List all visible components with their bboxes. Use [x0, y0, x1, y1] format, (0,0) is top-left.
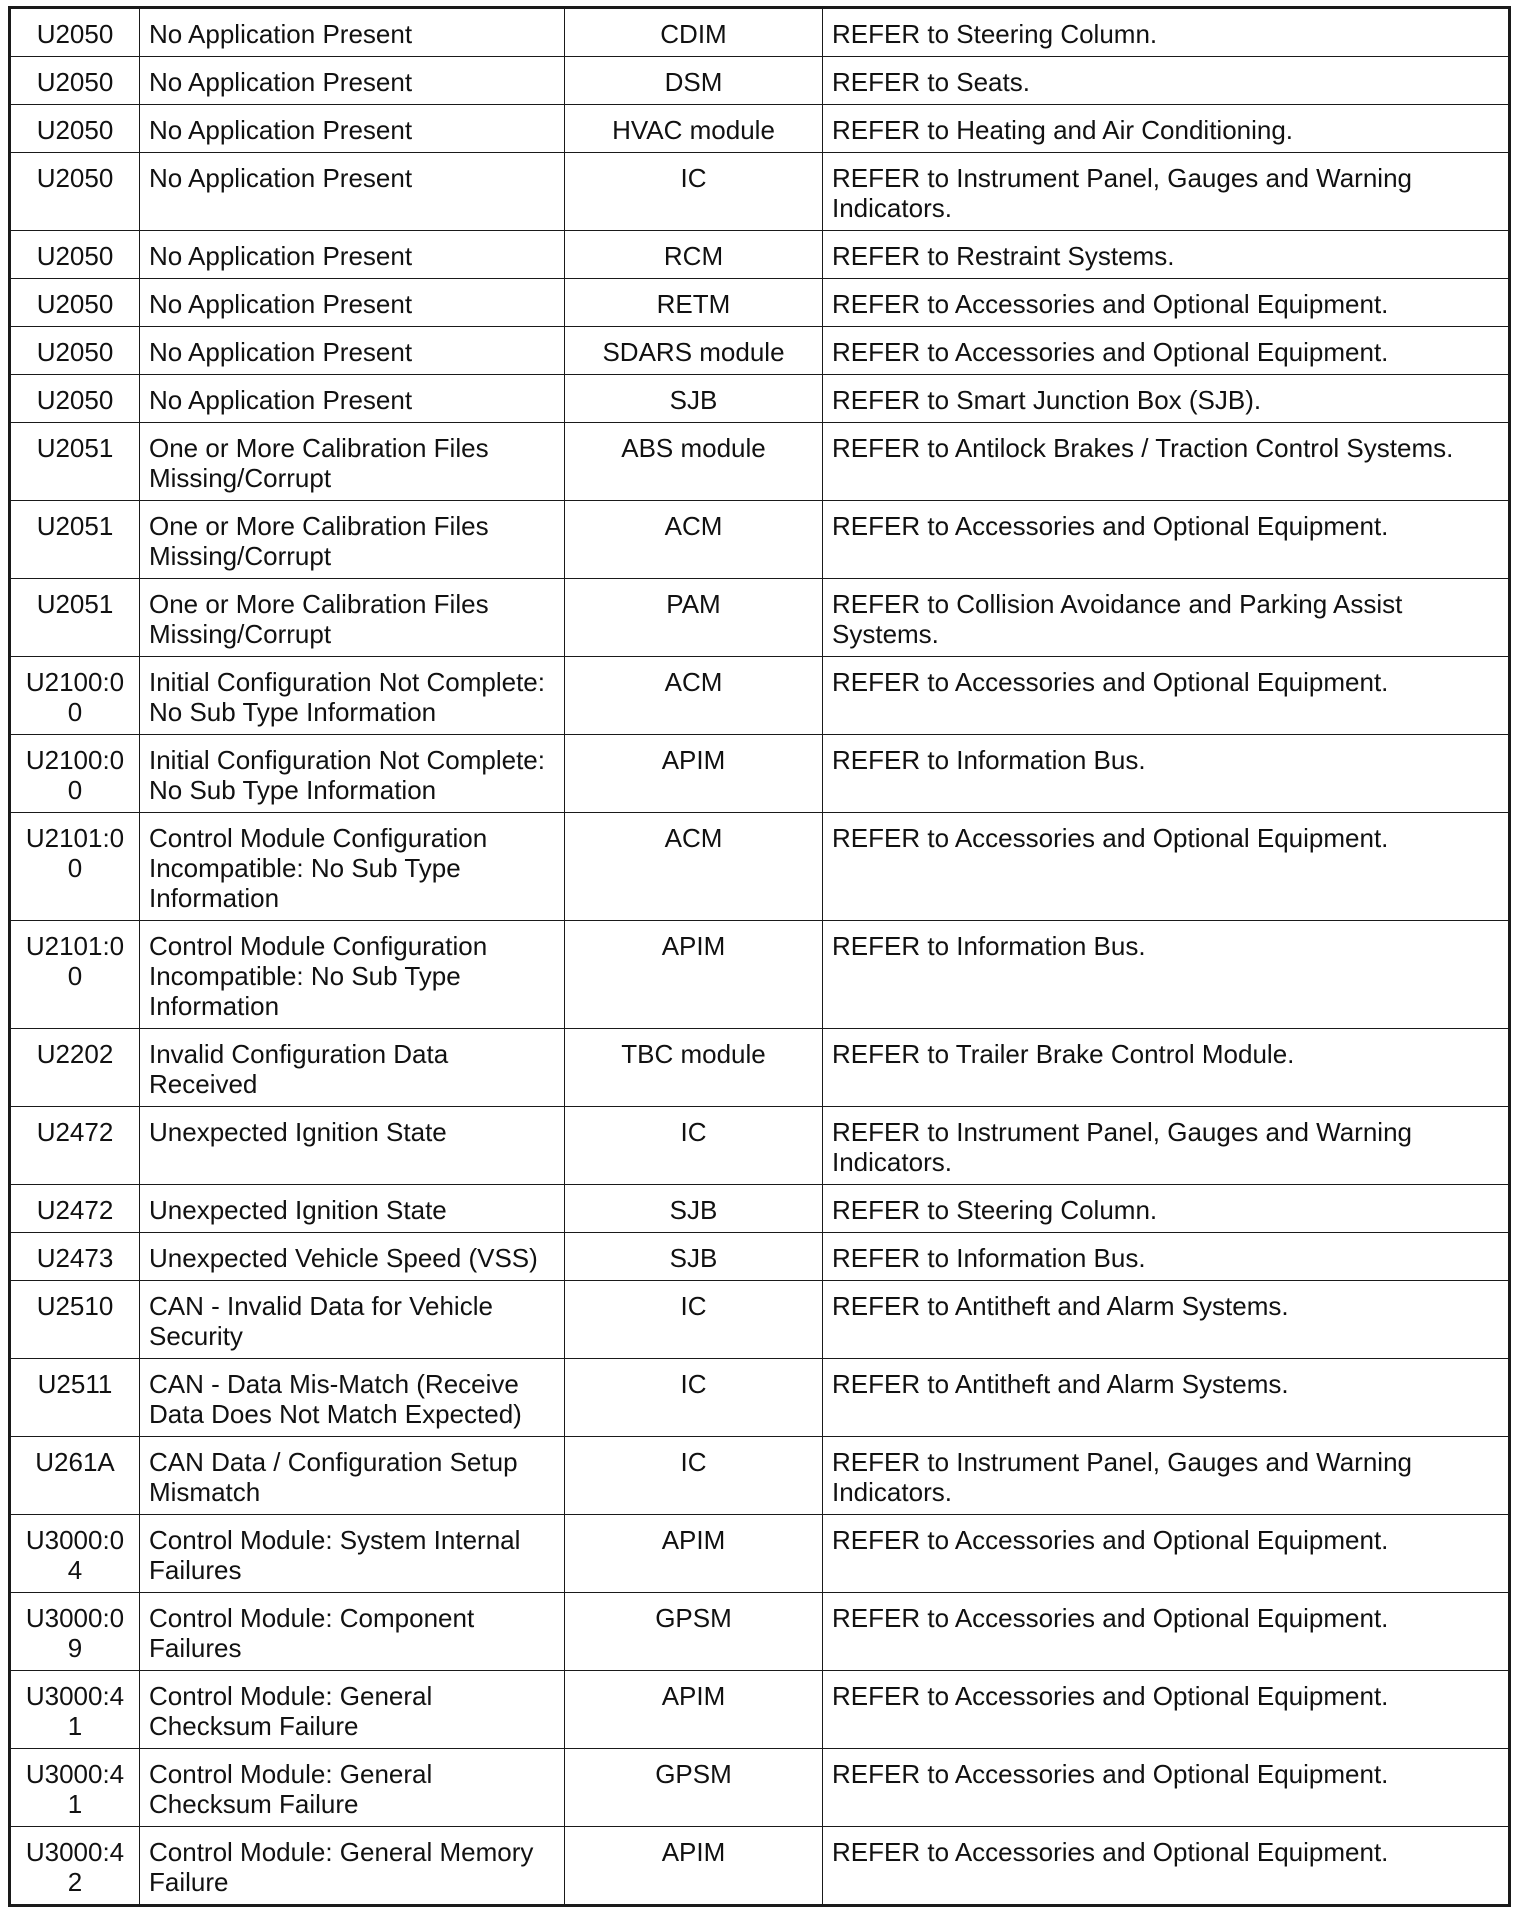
- table-row: [10, 279, 1510, 327]
- table-row: [10, 1107, 1510, 1185]
- dtc-description-cell: No Application Present: [140, 327, 565, 375]
- dtc-code-cell: U2051: [10, 501, 140, 579]
- table-row: [10, 1281, 1510, 1359]
- dtc-action-cell: REFER to Accessories and Optional Equipment.: [823, 813, 1510, 921]
- dtc-description-cell: Control Module Configuration Incompatible: No Sub Type Information: [140, 813, 565, 921]
- table-row: [10, 1671, 1510, 1749]
- dtc-module-cell: IC: [565, 1359, 823, 1437]
- dtc-action-cell: REFER to Instrument Panel, Gauges and Warning Indicators.: [823, 1107, 1510, 1185]
- dtc-description-cell: No Application Present: [140, 8, 565, 57]
- dtc-module-cell: SDARS module: [565, 327, 823, 375]
- dtc-module-cell: APIM: [565, 1671, 823, 1749]
- dtc-action-cell: REFER to Accessories and Optional Equipment.: [823, 657, 1510, 735]
- dtc-code-cell: U2050: [10, 153, 140, 231]
- table-row: [10, 1827, 1510, 1906]
- table-row: [10, 579, 1510, 657]
- dtc-code-cell: U2101:00: [10, 813, 140, 921]
- dtc-description-cell: One or More Calibration Files Missing/Corrupt: [140, 423, 565, 501]
- dtc-table: [8, 6, 1511, 1907]
- dtc-description-cell: Unexpected Ignition State: [140, 1185, 565, 1233]
- dtc-module-cell: IC: [565, 1281, 823, 1359]
- table-row: [10, 423, 1510, 501]
- dtc-code-cell: U2050: [10, 231, 140, 279]
- dtc-code-cell: U2472: [10, 1107, 140, 1185]
- dtc-action-cell: REFER to Accessories and Optional Equipment.: [823, 1593, 1510, 1671]
- dtc-action-cell: REFER to Accessories and Optional Equipment.: [823, 1749, 1510, 1827]
- table-row: [10, 1359, 1510, 1437]
- dtc-code-cell: U2050: [10, 8, 140, 57]
- table-row: [10, 153, 1510, 231]
- dtc-code-cell: U2202: [10, 1029, 140, 1107]
- table-row: [10, 1593, 1510, 1671]
- dtc-code-cell: U3000:41: [10, 1671, 140, 1749]
- dtc-description-cell: No Application Present: [140, 57, 565, 105]
- dtc-action-cell: REFER to Accessories and Optional Equipment.: [823, 327, 1510, 375]
- dtc-action-cell: REFER to Information Bus.: [823, 735, 1510, 813]
- dtc-description-cell: Invalid Configuration Data Received: [140, 1029, 565, 1107]
- table-row: [10, 921, 1510, 1029]
- dtc-module-cell: APIM: [565, 921, 823, 1029]
- dtc-description-cell: Control Module: System Internal Failures: [140, 1515, 565, 1593]
- dtc-description-cell: Unexpected Ignition State: [140, 1107, 565, 1185]
- dtc-table-body: [10, 8, 1510, 1906]
- table-row: [10, 1233, 1510, 1281]
- table-row: [10, 735, 1510, 813]
- dtc-module-cell: GPSM: [565, 1593, 823, 1671]
- dtc-description-cell: One or More Calibration Files Missing/Corrupt: [140, 501, 565, 579]
- dtc-code-cell: U2101:00: [10, 921, 140, 1029]
- dtc-description-cell: CAN Data / Configuration Setup Mismatch: [140, 1437, 565, 1515]
- dtc-description-cell: No Application Present: [140, 279, 565, 327]
- dtc-action-cell: REFER to Seats.: [823, 57, 1510, 105]
- dtc-action-cell: REFER to Information Bus.: [823, 921, 1510, 1029]
- dtc-code-cell: U3000:41: [10, 1749, 140, 1827]
- dtc-action-cell: REFER to Heating and Air Conditioning.: [823, 105, 1510, 153]
- dtc-module-cell: RETM: [565, 279, 823, 327]
- dtc-description-cell: No Application Present: [140, 105, 565, 153]
- dtc-code-cell: U261A: [10, 1437, 140, 1515]
- dtc-module-cell: GPSM: [565, 1749, 823, 1827]
- dtc-code-cell: U3000:42: [10, 1827, 140, 1906]
- dtc-description-cell: Unexpected Vehicle Speed (VSS): [140, 1233, 565, 1281]
- dtc-code-cell: U2051: [10, 423, 140, 501]
- dtc-code-cell: U2510: [10, 1281, 140, 1359]
- dtc-module-cell: IC: [565, 153, 823, 231]
- dtc-code-cell: U2050: [10, 57, 140, 105]
- dtc-module-cell: IC: [565, 1437, 823, 1515]
- dtc-code-cell: U2050: [10, 279, 140, 327]
- dtc-description-cell: Control Module: General Checksum Failure: [140, 1749, 565, 1827]
- table-row: [10, 231, 1510, 279]
- dtc-code-cell: U2050: [10, 375, 140, 423]
- dtc-code-cell: U2051: [10, 579, 140, 657]
- dtc-action-cell: REFER to Steering Column.: [823, 8, 1510, 57]
- dtc-code-cell: U2050: [10, 327, 140, 375]
- table-row: [10, 813, 1510, 921]
- table-row: [10, 1185, 1510, 1233]
- table-row: [10, 57, 1510, 105]
- dtc-module-cell: CDIM: [565, 8, 823, 57]
- dtc-action-cell: REFER to Accessories and Optional Equipment.: [823, 1827, 1510, 1906]
- dtc-code-cell: U3000:04: [10, 1515, 140, 1593]
- dtc-code-cell: U2472: [10, 1185, 140, 1233]
- dtc-description-cell: Control Module: Component Failures: [140, 1593, 565, 1671]
- dtc-action-cell: REFER to Steering Column.: [823, 1185, 1510, 1233]
- dtc-module-cell: ABS module: [565, 423, 823, 501]
- dtc-description-cell: CAN - Data Mis-Match (Receive Data Does Not Match Expected): [140, 1359, 565, 1437]
- dtc-description-cell: No Application Present: [140, 231, 565, 279]
- dtc-description-cell: No Application Present: [140, 153, 565, 231]
- table-row: [10, 1749, 1510, 1827]
- table-row: [10, 327, 1510, 375]
- table-row: [10, 1515, 1510, 1593]
- dtc-module-cell: SJB: [565, 1233, 823, 1281]
- dtc-module-cell: SJB: [565, 1185, 823, 1233]
- dtc-code-cell: U3000:09: [10, 1593, 140, 1671]
- dtc-module-cell: HVAC module: [565, 105, 823, 153]
- table-row: [10, 657, 1510, 735]
- dtc-action-cell: REFER to Accessories and Optional Equipment.: [823, 501, 1510, 579]
- dtc-module-cell: IC: [565, 1107, 823, 1185]
- dtc-code-cell: U2473: [10, 1233, 140, 1281]
- dtc-module-cell: ACM: [565, 657, 823, 735]
- dtc-description-cell: CAN - Invalid Data for Vehicle Security: [140, 1281, 565, 1359]
- dtc-action-cell: REFER to Restraint Systems.: [823, 231, 1510, 279]
- dtc-action-cell: REFER to Antitheft and Alarm Systems.: [823, 1359, 1510, 1437]
- dtc-description-cell: Control Module: General Memory Failure: [140, 1827, 565, 1906]
- dtc-description-cell: Control Module Configuration Incompatible: No Sub Type Information: [140, 921, 565, 1029]
- table-row: [10, 375, 1510, 423]
- dtc-action-cell: REFER to Instrument Panel, Gauges and Warning Indicators.: [823, 153, 1510, 231]
- dtc-code-cell: U2050: [10, 105, 140, 153]
- dtc-module-cell: APIM: [565, 1515, 823, 1593]
- table-row: [10, 105, 1510, 153]
- dtc-module-cell: APIM: [565, 735, 823, 813]
- dtc-action-cell: REFER to Smart Junction Box (SJB).: [823, 375, 1510, 423]
- dtc-action-cell: REFER to Trailer Brake Control Module.: [823, 1029, 1510, 1107]
- dtc-module-cell: APIM: [565, 1827, 823, 1906]
- dtc-action-cell: REFER to Information Bus.: [823, 1233, 1510, 1281]
- dtc-action-cell: REFER to Collision Avoidance and Parking Assist Systems.: [823, 579, 1510, 657]
- dtc-action-cell: REFER to Accessories and Optional Equipment.: [823, 1671, 1510, 1749]
- dtc-code-cell: U2100:00: [10, 735, 140, 813]
- dtc-action-cell: REFER to Accessories and Optional Equipment.: [823, 1515, 1510, 1593]
- dtc-module-cell: TBC module: [565, 1029, 823, 1107]
- dtc-action-cell: REFER to Antitheft and Alarm Systems.: [823, 1281, 1510, 1359]
- table-row: [10, 501, 1510, 579]
- dtc-description-cell: Initial Configuration Not Complete: No Sub Type Information: [140, 735, 565, 813]
- dtc-description-cell: Control Module: General Checksum Failure: [140, 1671, 565, 1749]
- dtc-code-cell: U2511: [10, 1359, 140, 1437]
- dtc-module-cell: ACM: [565, 813, 823, 921]
- table-row: [10, 1029, 1510, 1107]
- dtc-module-cell: RCM: [565, 231, 823, 279]
- dtc-module-cell: DSM: [565, 57, 823, 105]
- table-row: [10, 8, 1510, 57]
- dtc-module-cell: ACM: [565, 501, 823, 579]
- dtc-description-cell: No Application Present: [140, 375, 565, 423]
- dtc-description-cell: Initial Configuration Not Complete: No Sub Type Information: [140, 657, 565, 735]
- table-row: [10, 1437, 1510, 1515]
- dtc-action-cell: REFER to Accessories and Optional Equipment.: [823, 279, 1510, 327]
- dtc-module-cell: SJB: [565, 375, 823, 423]
- dtc-action-cell: REFER to Antilock Brakes / Traction Control Systems.: [823, 423, 1510, 501]
- dtc-action-cell: REFER to Instrument Panel, Gauges and Warning Indicators.: [823, 1437, 1510, 1515]
- dtc-code-cell: U2100:00: [10, 657, 140, 735]
- dtc-description-cell: One or More Calibration Files Missing/Corrupt: [140, 579, 565, 657]
- dtc-module-cell: PAM: [565, 579, 823, 657]
